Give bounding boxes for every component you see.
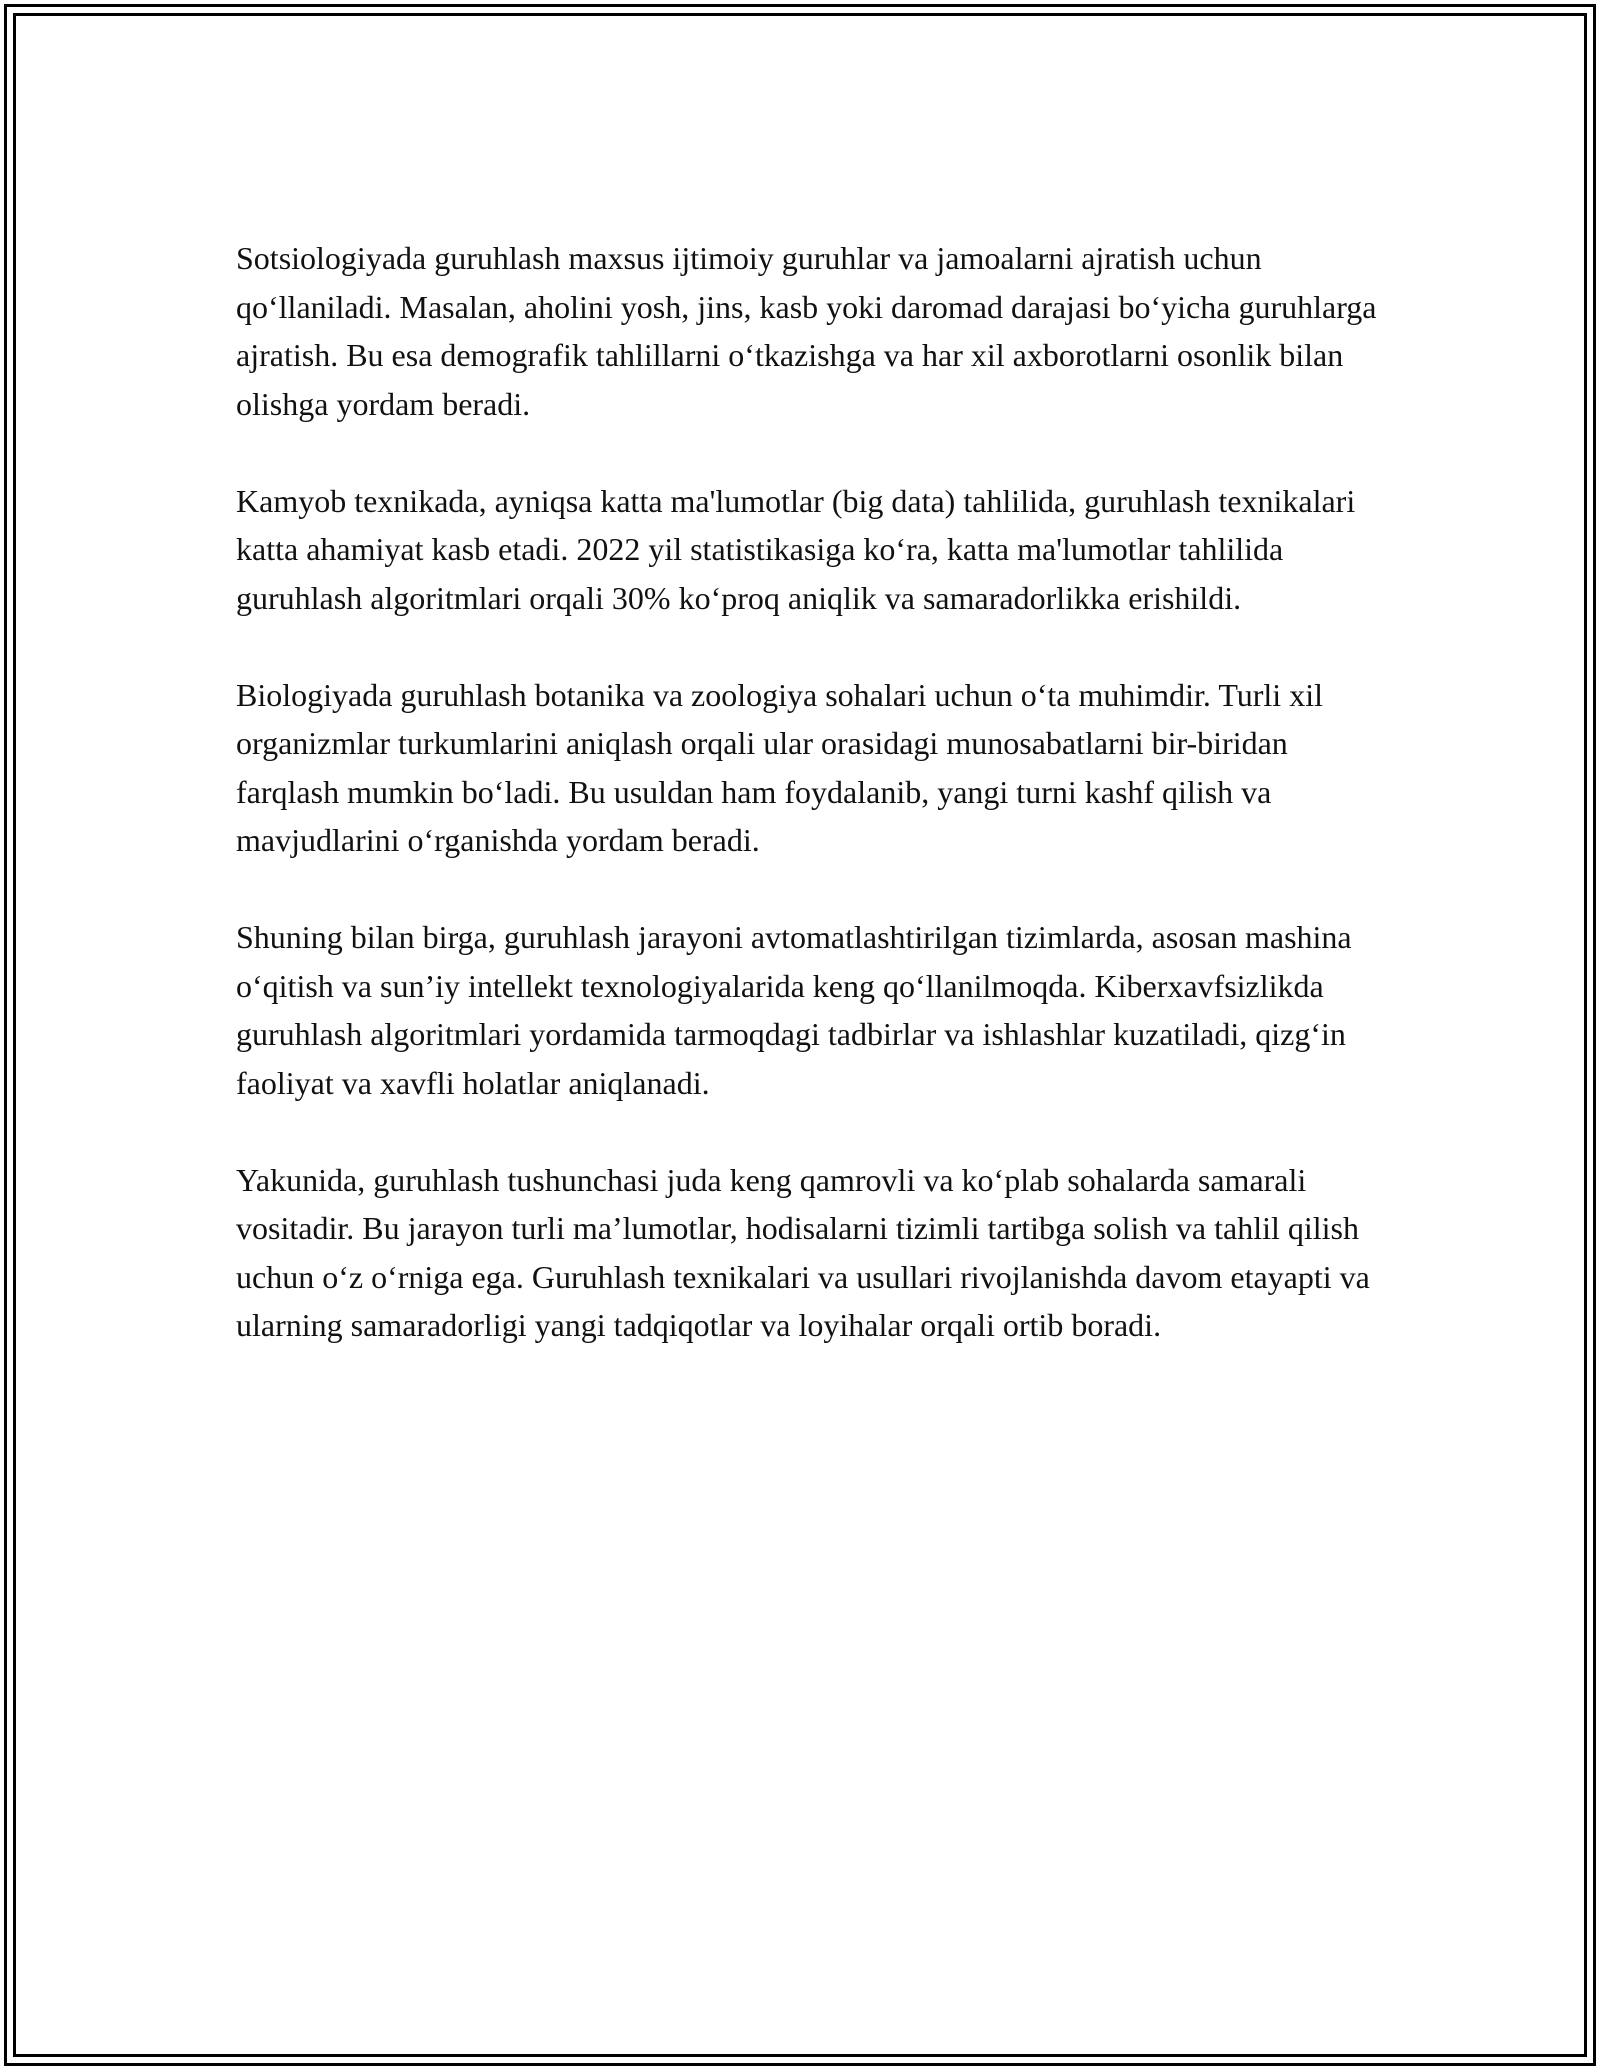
paragraph-biology: Biologiyada guruhlash botanika va zoologiya sohalari uchun o‘ta muhimdir. Turli xil organizmlar turkumlarini aniqlash orqali ular orasidagi munosabatlarni bir-biridan farqlash mumkin bo‘ladi. Bu usuldan ham foydalanib, yangi turni kashf qilish va mavjudlarini o‘rganishda yordam beradi. (236, 676, 1323, 858)
paragraph-sociology: Sotsiologiyada guruhlash maxsus ijtimoiy guruhlar va jamoalarni ajratish uchun qo‘llaniladi. Masalan, aholini yosh, jins, kasb yoki daromad darajasi bo‘yicha guruhlarga ajratish. Bu esa demografik tahlillarni o‘tkazishga va har xil axborotlarni osonlik bilan olishga yordam beradi. (236, 240, 1377, 422)
document-body (236, 234, 1386, 1398)
paragraph-automation: Shuning bilan birga, guruhlash jarayoni avtomatlashtirilgan tizimlarda, asosan mashina o‘qitish va sun’iy intellekt texnologiyalarida keng qo‘llanilmoqda. Kiberxavfsizlikda guruhlash algoritmlari yordamida tarmoqdagi tadbirlar va ishlashlar kuzatiladi, qizg‘in faoliyat va xavfli holatlar aniqlanadi. (236, 919, 1352, 1101)
paragraph-big-data: Kamyob texnikada, ayniqsa katta ma'lumotlar (big data) tahlilida, guruhlash texnikalari katta ahamiyat kasb etadi. 2022 yil statistikasiga ko‘ra, katta ma'lumotlar tahlilida guruhlash algoritmlari orqali 30% ko‘proq aniqlik va samaradorlikka erishildi. (236, 482, 1356, 616)
paragraph-conclusion: Yakunida, guruhlash tushunchasi juda keng qamrovli va ko‘plab sohalarda samarali vositadir. Bu jarayon turli ma’lumotlar, hodisalarni tizimli tartibga solish va tahlil qilish uchun o‘z o‘rniga ega. Guruhlash texnikalari va usullari rivojlanishda davom etayapti va ularning samaradorligi yangi tadqiqotlar va loyihalar orqali ortib boradi. (236, 1161, 1370, 1343)
